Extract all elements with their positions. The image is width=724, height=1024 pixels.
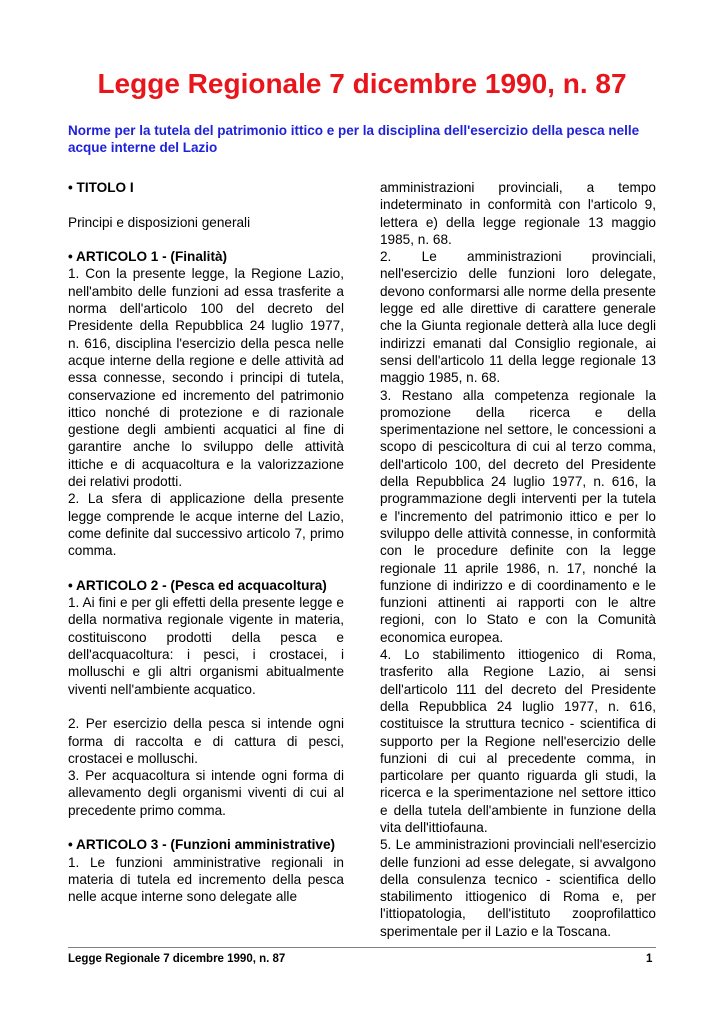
article-3-paragraph-3: 3. Restano alla competenza regionale la promozione della ricerca e della sperimentazione nel settore, le concessioni a scopo di pescicoltura di cui al terzo comma, dell'articolo 100, del decreto del Presidente della Repubblica 24 luglio 1977, n. 616, la programmazione degli interventi per la tutela e l'incremento del patrimonio ittico e per lo sviluppo delle attività connesse, in conformità con le procedure definite con la legge regionale 11 aprile 1986, n. 17, nonché la funzione di indirizzo e di coordinamento e le funzioni attinenti ai rapporti con le altre regioni, con lo Stato e con la Comunità economica europea. xyxy=(380,387,656,645)
article-2-paragraph-3: 3. Per acquacoltura si intende ogni forma di allevamento degli organismi viventi di cui al precedente primo comma. xyxy=(68,768,344,818)
article-2-paragraph-1: 1. Ai fini e per gli effetti della presente legge e della normativa regionale vigente in materia, costituiscono prodotti della pesca e dell'acquacoltura: i pesci, i crostacei, i molluschi e gli altri organismi abitualmente viventi nell'ambiente acquatico. xyxy=(68,595,344,697)
article-3-paragraph-4: 4. Lo stabilimento ittiogenico di Roma, trasferito alla Regione Lazio, ai sensi dell'articolo 111 del decreto del Presidente della Repubblica 24 luglio 1977, n. 616, costituisce la struttura tecnico - scientifica di supporto per la Regione nell'esercizio delle funzioni di cui al precedente comma, in particolare per quanto riguarda gli studi, la ricerca e la sperimentazione nel settore ittico e della tutela dell'ambiente in funzione della vita dell'ittiofauna. xyxy=(380,647,656,835)
article-1-heading: • ARTICOLO 1 - (Finalità) xyxy=(68,249,228,265)
article-3-paragraph-1-cont: amministrazioni provinciali, a tempo indeterminato in conformità con l'articolo 9, lettera e) della legge regionale 13 maggio 1985, n. 68. xyxy=(380,180,656,247)
page-number: 1 xyxy=(646,953,653,965)
article-2-heading: • ARTICOLO 2 - (Pesca ed acquacoltura) xyxy=(68,577,327,593)
titolo-text: Principi e disposizioni generali xyxy=(68,214,251,230)
article-3-paragraph-2: 2. Le amministrazioni provinciali, nell'esercizio delle funzioni loro delegate, devono conformarsi alle norme della presente legge ed alle direttive di carattere generale che la Giunta regionale detterà alla luce degli indirizzi emanati dal Consiglio regionale, ai sensi dell'articolo 11 della legge regionale 13 maggio 1985, n. 68. xyxy=(380,249,656,386)
footer-text: Legge Regionale 7 dicembre 1990, n. 87 xyxy=(68,953,286,965)
right-column xyxy=(380,179,656,940)
left-column xyxy=(68,179,344,905)
article-3-heading: • ARTICOLO 3 - (Funzioni amministrative) xyxy=(68,837,336,853)
titolo-heading: • TITOLO I xyxy=(68,180,134,195)
document-title: Legge Regionale 7 dicembre 1990, n. 87 xyxy=(97,68,627,99)
article-3-paragraph-5: 5. Le amministrazioni provinciali nell'esercizio delle funzioni ad esse delegate, si avvalgono della consulenza tecnico - scientifica dello stabilimento ittiogenico di Roma e, per l'ittiopatologia, dell'istituto zooprofilattico sperimentale per il Lazio e la Toscana. xyxy=(380,837,656,939)
document-subtitle: Norme per la tutela del patrimonio ittico e per la disciplina dell'esercizio della pesca nelle acque interne del Lazio xyxy=(68,123,640,155)
article-3-paragraph-1: 1. Le funzioni amministrative regionali in materia di tutela ed incremento della pesca nelle acque interne sono delegate alle xyxy=(68,854,344,905)
article-2-paragraph-2: 2. Per esercizio della pesca si intende ogni forma di raccolta e di cattura di pesci, crostacei e molluschi. xyxy=(68,716,344,766)
article-1-paragraph-2: 2. La sfera di applicazione della presente legge comprende le acque interne del Lazio, come definite dal successivo articolo 7, primo comma. xyxy=(68,491,344,559)
article-1-paragraph-1: 1. Con la presente legge, la Regione Lazio, nell'ambito delle funzioni ad essa trasferite a norma dell'articolo 100 del decreto del Presidente della Repubblica 24 luglio 1977, n. 616, disciplina l'esercizio della pesca nelle acque interne della regione e delle attività ad essa connesse, secondo i principi di tutela, conservazione ed incremento del patrimonio ittico nonché di protezione e di razionale gestione degli ambienti acquatici al fine di garantire anche lo sviluppo delle attività ittiche e di acquacoltura e la valorizzazione dei relativi prodotti. xyxy=(68,266,344,490)
footer-divider xyxy=(68,947,656,948)
